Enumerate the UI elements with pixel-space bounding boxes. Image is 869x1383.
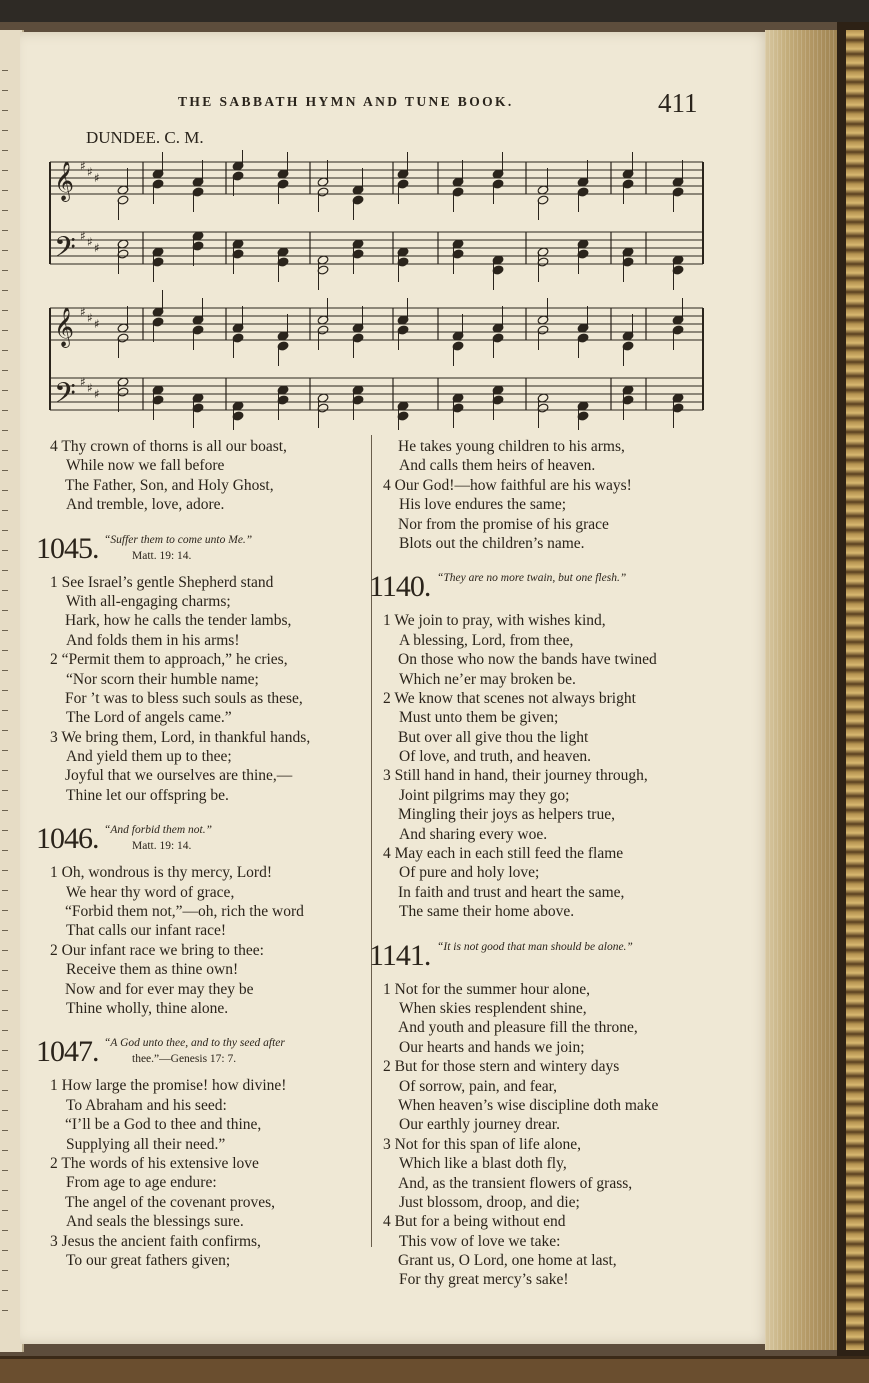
hymn-line: 3 Still hand in hand, their journey through,	[383, 767, 648, 785]
hymn-line: For ’t was to bless such souls as these,	[65, 689, 303, 707]
hymn-line: With all-engaging charms;	[66, 592, 231, 610]
hymn-line: Receive them as thine own!	[66, 961, 239, 979]
hymn-line: And youth and pleasure fill the throne,	[398, 1019, 638, 1037]
hymn-line: 1 See Israel’s gentle Shepherd stand	[50, 573, 274, 591]
right-column	[369, 437, 753, 1290]
hymn-line: “Nor scorn their humble name;	[66, 670, 259, 688]
hymn-line: To our great fathers given;	[66, 1251, 231, 1269]
left-column	[36, 437, 370, 1270]
sharp-glyph: ♯	[94, 241, 100, 255]
hymn-number: 1045.	[36, 531, 99, 565]
column-divider	[371, 435, 372, 1247]
hymn-scripture-text: “Suffer them to come unto Me.”	[104, 533, 253, 546]
hymn-line: And seals the blessings sure.	[66, 1213, 244, 1231]
hymn-line: 2 But for those stern and wintery days	[383, 1058, 620, 1076]
hymn-heading	[369, 936, 753, 980]
running-head: THE SABBATH HYMN AND TUNE BOOK.	[178, 94, 514, 109]
hymn-line: “I’ll be a God to thee and thine,	[65, 1116, 262, 1134]
sharp-glyph: ♯	[87, 165, 93, 179]
hymn-line: 2 Our infant race we bring to thee:	[50, 941, 264, 959]
hymn-line: The angel of the covenant proves,	[65, 1193, 276, 1211]
hymn-line: On those who now the bands have twined	[398, 651, 657, 669]
hymn-line: Now and for ever may they be	[65, 980, 254, 998]
hymn-line: And, as the transient flowers of grass,	[398, 1174, 633, 1192]
sharp-glyph: ♯	[80, 375, 86, 389]
hymn-line: That calls our infant race!	[66, 922, 227, 940]
hymn-heading	[36, 1032, 370, 1076]
hymn-scripture-ref: Matt. 19: 14.	[132, 549, 192, 562]
sharp-glyph: ♯	[94, 171, 100, 185]
sharp-glyph: ♯	[87, 381, 93, 395]
hymn-line: 2 We know that scenes not always bright	[383, 689, 636, 707]
hymn-line: Joint pilgrims may they go;	[399, 786, 570, 804]
hymn-line: 1 How large the promise! how divine!	[50, 1077, 287, 1095]
hymn-line: But over all give thou the light	[398, 728, 589, 746]
hymn-line: Grant us, O Lord, one home at last,	[398, 1252, 617, 1270]
hymn-scripture-text: “And forbid them not.”	[104, 824, 212, 837]
hymn-line: 4 Our God!—how faithful are his ways!	[383, 476, 632, 494]
sharp-glyph: ♯	[94, 387, 100, 401]
hymn-heading	[369, 567, 753, 611]
hymn-line: 4 But for a being without end	[383, 1213, 566, 1231]
sharp-glyph: ♯	[87, 311, 93, 325]
hymn-line: And sharing every woe.	[399, 825, 548, 843]
hymn-line: 4 May each in each still feed the flame	[383, 845, 624, 863]
hymn-scripture-ref: Matt. 19: 14.	[132, 840, 192, 853]
hymn-line: Just blossom, droop, and die;	[399, 1193, 580, 1211]
hymn-line: 2 The words of his extensive love	[50, 1154, 259, 1172]
page-edges	[765, 30, 837, 1350]
hymn-scripture-text: “They are no more twain, but one flesh.”	[437, 572, 627, 585]
scan-bottom-border	[0, 1356, 869, 1383]
clef-glyph: 𝄢	[54, 377, 76, 417]
hymn-line: Of sorrow, pain, and fear,	[399, 1077, 558, 1095]
hymn-line: From age to age endure:	[66, 1174, 217, 1192]
hymn-line: And calls them heirs of heaven.	[399, 457, 596, 475]
hymn-line: 3 Not for this span of life alone,	[383, 1135, 582, 1153]
hymn-line: And yield them up to thee;	[66, 748, 232, 766]
page-number: 411	[658, 88, 698, 118]
hymn-line: And tremble, love, adore.	[66, 496, 225, 514]
hymn-heading	[36, 819, 370, 863]
hymn-line: Thine wholly, thine alone.	[66, 999, 229, 1017]
hymn-line: When heaven’s wise discipline doth make	[398, 1096, 659, 1114]
hymn-line: 3 Jesus the ancient faith confirms,	[50, 1232, 261, 1250]
sharp-glyph: ♯	[87, 235, 93, 249]
hymn-heading	[36, 529, 370, 573]
tune-meter: C. M.	[164, 128, 204, 147]
clef-glyph: 𝄞	[54, 307, 75, 347]
hymn-line: 2 “Permit them to approach,” he cries,	[50, 651, 288, 669]
hymn-line: While now we fall before	[66, 457, 225, 475]
hymn-line: 4 Thy crown of thorns is all our boast,	[50, 438, 287, 455]
hymn-line: 1 Not for the summer hour alone,	[383, 980, 591, 998]
hymn-line: His love endures the same;	[399, 496, 567, 514]
hymn-line: Joyful that we ourselves are thine,—	[65, 767, 293, 785]
hymn-line: Thine let our offspring be.	[66, 786, 229, 804]
hymn-line: 1 Oh, wondrous is thy mercy, Lord!	[50, 864, 272, 882]
hymn-line: This vow of love we take:	[399, 1232, 561, 1250]
hymn-line: Which like a blast doth fly,	[399, 1155, 567, 1173]
stanza-gap	[50, 805, 370, 819]
hymn-line: A blessing, Lord, from thee,	[399, 631, 574, 649]
hymn-line: Our hearts and hands we join;	[399, 1038, 585, 1056]
hymn-number: 1046.	[36, 822, 99, 856]
stanza-gap	[383, 922, 753, 936]
hymn-line: 3 We bring them, Lord, in thankful hands,	[50, 728, 311, 746]
stanza-gap	[50, 515, 370, 529]
hymn-line: Of pure and holy love;	[399, 864, 540, 882]
tune-title	[86, 128, 204, 148]
hymn-line: Hark, how he calls the tender lambs,	[65, 612, 292, 630]
hymn-line: When skies resplendent shine,	[399, 999, 587, 1017]
hymn-line: Of love, and truth, and heaven.	[399, 748, 591, 766]
sharp-glyph: ♯	[80, 159, 86, 173]
hymn-scripture-text: “It is not good that man should be alone.”	[437, 940, 633, 953]
stanza-gap	[50, 1018, 370, 1032]
hymn-line: Must unto them be given;	[399, 709, 559, 727]
hymn-line: We hear thy word of grace,	[66, 883, 235, 901]
hymn-line: Blots out the children’s name.	[399, 534, 585, 552]
scan-top-border	[0, 0, 869, 22]
hymn-number: 1140.	[369, 570, 431, 604]
hymn-line: And folds them in his arms!	[66, 631, 240, 649]
hymn-line: Mingling their joys as helpers true,	[398, 806, 615, 824]
hymn-scripture-ref: thee.”—Genesis 17: 7.	[132, 1053, 237, 1066]
hymn-line: He takes young children to his arms,	[398, 438, 625, 455]
sharp-glyph: ♯	[80, 229, 86, 243]
hymn-line: To Abraham and his seed:	[66, 1096, 227, 1114]
hymn-line: The same their home above.	[399, 903, 575, 921]
hymn-line: In faith and trust and heart the same,	[398, 883, 625, 901]
stanza-gap	[383, 553, 753, 567]
hymn-line: Supplying all their need.”	[66, 1135, 226, 1153]
hymn-line: Nor from the promise of his grace	[398, 515, 609, 533]
hymn-line: “Forbid them not,”—oh, rich the word	[65, 903, 304, 921]
tune-name: DUNDEE.	[86, 128, 161, 147]
clef-glyph: 𝄢	[54, 231, 76, 271]
hymn-line: 1 We join to pray, with wishes kind,	[383, 612, 606, 630]
hymn-line: Which ne’er may broken be.	[399, 670, 576, 688]
hymn-line: Our earthly journey drear.	[399, 1116, 560, 1134]
gilt-ornament	[846, 30, 864, 1350]
hymn-line: The Lord of angels came.”	[66, 709, 232, 727]
sharp-glyph: ♯	[80, 305, 86, 319]
hymn-scripture-text: “A God unto thee, and to thy seed after	[104, 1037, 285, 1050]
hymn-number: 1141.	[369, 938, 431, 972]
sharp-glyph: ♯	[94, 317, 100, 331]
music-score	[48, 150, 708, 430]
hymn-line: For thy great mercy’s sake!	[399, 1271, 569, 1289]
hymn-number: 1047.	[36, 1035, 99, 1069]
clef-glyph: 𝄞	[54, 161, 75, 201]
hymn-line: The Father, Son, and Holy Ghost,	[65, 476, 274, 494]
